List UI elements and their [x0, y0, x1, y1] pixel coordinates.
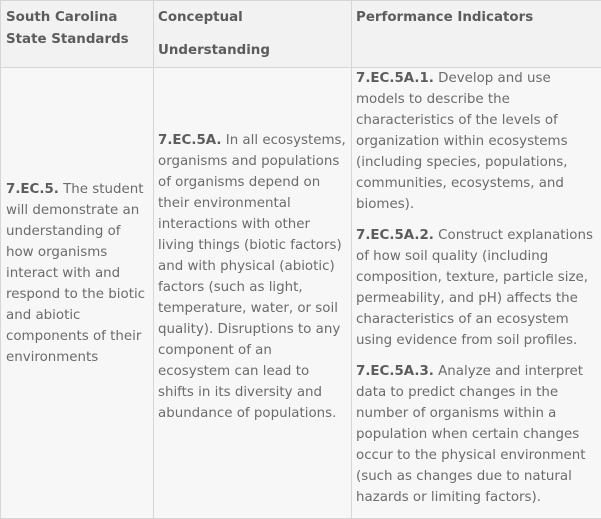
conceptual-description: In all ecosystems, organisms and populations of organisms depend on their environmental interactions with other living things (biotic factors) and with physical (abiotic) factors (such as light, temperature, water, or soil quality). Disruptions to any component of an ecosystem can lead to shifts in its diversity and abundance of populations. — [158, 133, 346, 421]
header-conceptual-understanding: Conceptual Understanding — [154, 1, 352, 68]
standard-code: 7.EC.5. — [6, 182, 59, 197]
performance-indicator-1 — [356, 68, 597, 215]
indicator-description: Analyze and interpret data to predict changes in the number of organisms within a population when certain changes occur to the physical environment (such as changes due to natural hazards or limiting factors). — [356, 364, 586, 505]
header-performance-indicators: Performance Indicators — [352, 1, 601, 68]
header-state-standards: South Carolina State Standards — [1, 1, 154, 68]
indicator-description: Develop and use models to describe the characteristics of the levels of organization within ecosystems (including species, populations, communities, ecosystems, and biomes). — [356, 71, 568, 212]
indicators-list — [356, 68, 597, 508]
indicator-code: 7.EC.5A.2. — [356, 228, 434, 243]
conceptual-code: 7.EC.5A. — [158, 133, 221, 148]
table-row — [1, 68, 601, 519]
indicator-code: 7.EC.5A.3. — [356, 364, 434, 379]
performance-indicator-2 — [356, 225, 597, 351]
indicator-code: 7.EC.5A.1. — [356, 71, 434, 86]
standard-cell — [1, 68, 154, 519]
standard-text — [6, 68, 150, 368]
indicator-description: Construct explanations of how soil quality (including composition, texture, particle size, permeability, and pH) affects the characteristics of an ecosystem using evidence from soil profiles. — [356, 228, 593, 348]
standard-description: The student will demonstrate an understanding of how organisms interact with and respond to the biotic and abiotic components of their environments — [6, 182, 145, 365]
indicators-cell — [352, 68, 601, 519]
performance-indicator-3 — [356, 361, 597, 508]
conceptual-text — [158, 68, 348, 424]
conceptual-cell — [154, 68, 352, 519]
header-row — [1, 1, 601, 68]
